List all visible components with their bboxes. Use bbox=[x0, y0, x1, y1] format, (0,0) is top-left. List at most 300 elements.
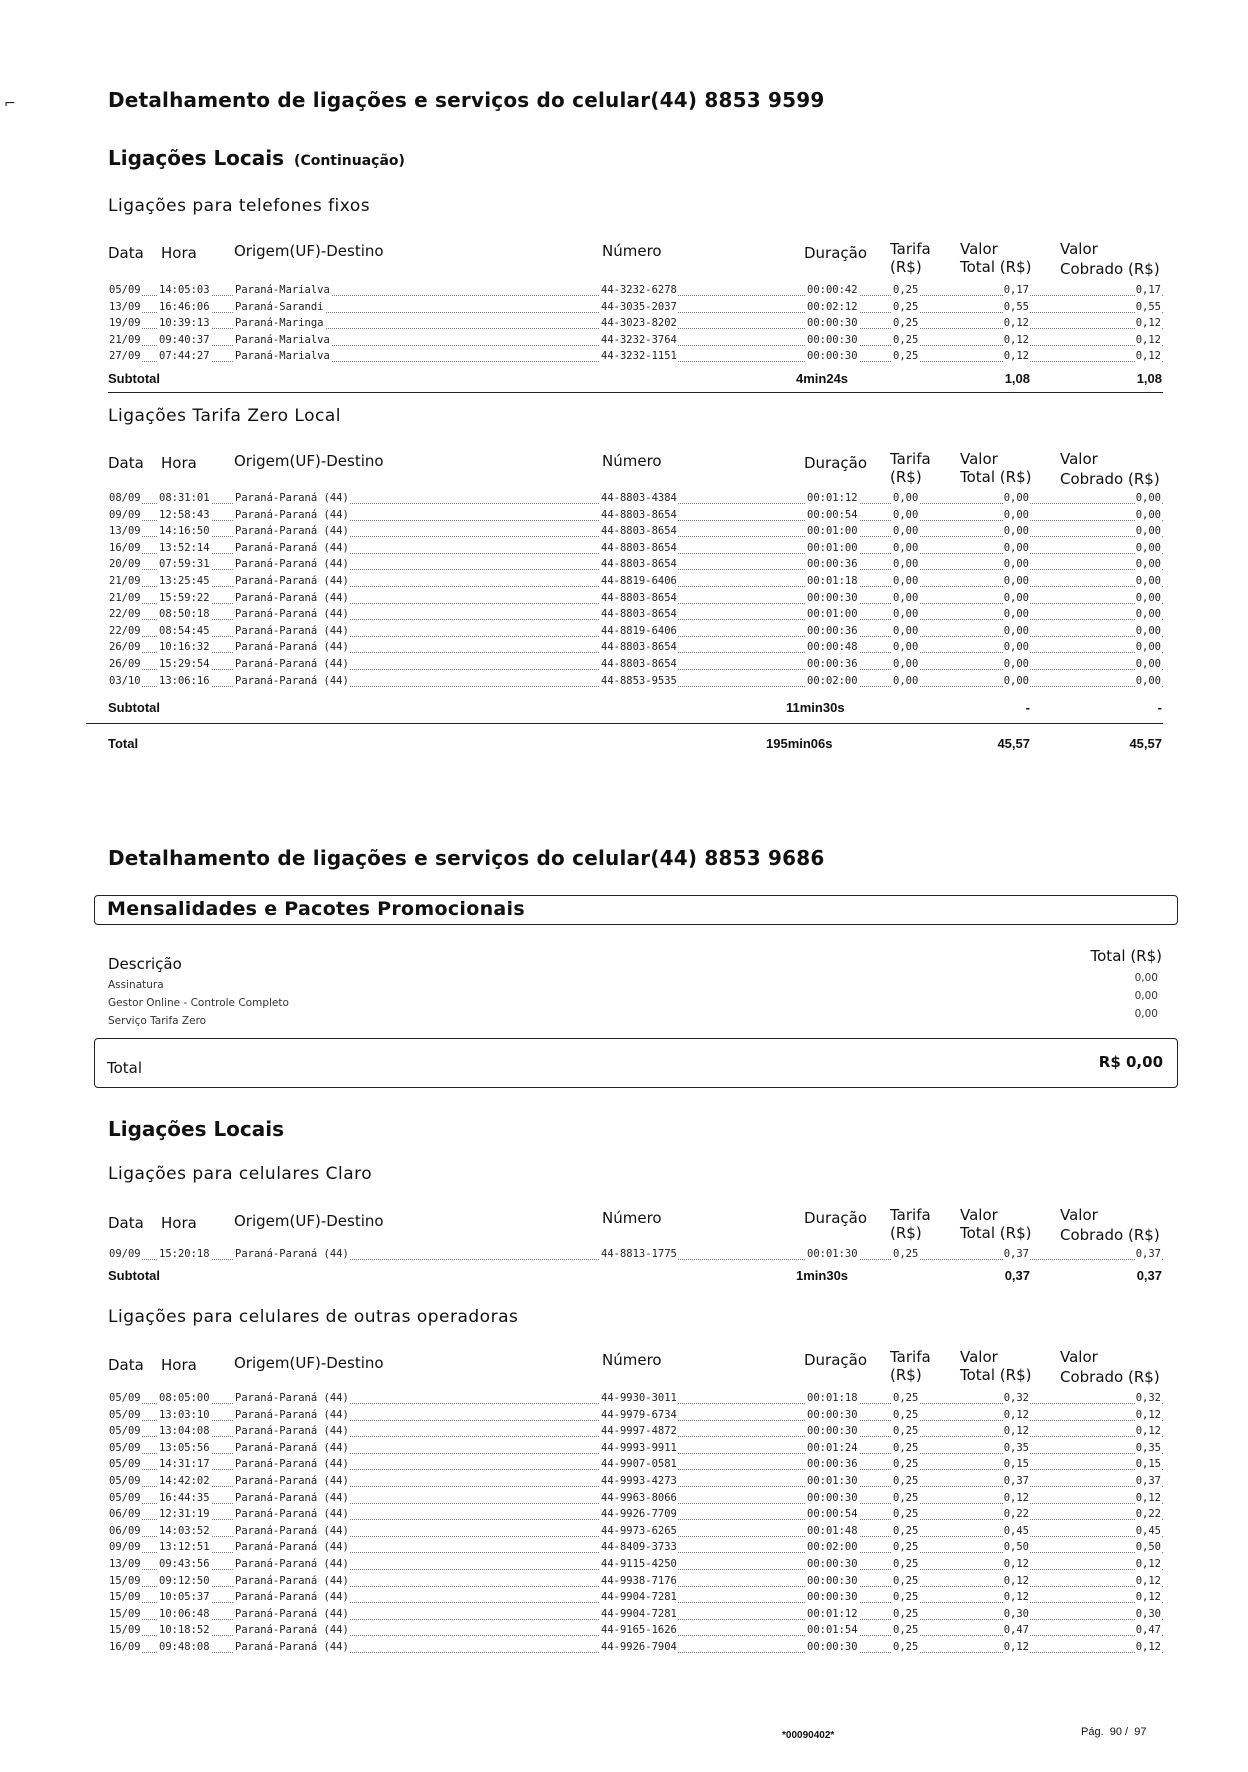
cell-cobrado: 0,37 bbox=[1135, 1248, 1161, 1260]
cell-total: 0,37 bbox=[1003, 1248, 1029, 1260]
col-tarifa-unit: (R$) bbox=[890, 468, 922, 486]
outras-column-headers bbox=[0, 1348, 1248, 1388]
col-origem: Origem(UF)-Destino bbox=[234, 1354, 384, 1372]
cell-hora: 14:16:50 bbox=[159, 525, 210, 538]
table-row bbox=[0, 1541, 1248, 1558]
cell-numero: 44-9938-7176 bbox=[601, 1574, 677, 1587]
cell-cobrado: 0,00 bbox=[1135, 674, 1161, 687]
col-hora: Hora bbox=[161, 1356, 197, 1374]
cell-duracao: 00:00:30 bbox=[807, 1491, 858, 1504]
cell-data: 06/09 bbox=[109, 1524, 141, 1537]
cell-data: 15/09 bbox=[109, 1574, 141, 1587]
cell-cobrado: 0,12 bbox=[1135, 1408, 1161, 1421]
cell-tarifa: 0,25 bbox=[893, 1574, 919, 1587]
table-row bbox=[0, 641, 1248, 658]
cell-numero: 44-8803-8654 bbox=[601, 657, 677, 670]
table-row bbox=[0, 1492, 1248, 1509]
col-valor-cobrado: Valor bbox=[1060, 240, 1098, 258]
cell-origem: Paraná-Paraná (44) bbox=[235, 1248, 349, 1260]
cell-data: 16/09 bbox=[109, 541, 141, 554]
subtotal-duracao: 4min24s bbox=[796, 371, 849, 386]
cell-hora: 08:54:45 bbox=[159, 624, 210, 637]
cell-hora: 14:05:03 bbox=[159, 284, 210, 296]
cell-total: 0,00 bbox=[1003, 624, 1029, 637]
cell-total: 0,00 bbox=[1003, 525, 1029, 538]
table-row bbox=[0, 492, 1248, 509]
col-tarifa: Tarifa bbox=[890, 450, 931, 468]
cell-total: 0,00 bbox=[1003, 508, 1029, 521]
cell-total: 0,00 bbox=[1003, 591, 1029, 604]
cell-numero: 44-9907-0581 bbox=[601, 1458, 677, 1471]
total-value: R$ 0,00 bbox=[1098, 1053, 1163, 1071]
cell-total: 0,47 bbox=[1003, 1624, 1029, 1637]
cell-tarifa: 0,00 bbox=[893, 591, 919, 604]
cell-origem: Paraná-Paraná (44) bbox=[235, 1458, 349, 1471]
cell-cobrado: 0,00 bbox=[1135, 525, 1161, 538]
subtotal-cobrado: 0,37 bbox=[1136, 1268, 1162, 1283]
cell-origem: Paraná-Paraná (44) bbox=[235, 624, 349, 637]
cell-cobrado: 0,22 bbox=[1135, 1508, 1161, 1521]
col-data: Data bbox=[108, 1356, 144, 1374]
cell-tarifa: 0,25 bbox=[893, 1425, 919, 1438]
table-row bbox=[0, 608, 1248, 625]
cell-data: 13/09 bbox=[109, 1557, 141, 1570]
cell-numero: 44-9165-1626 bbox=[601, 1624, 677, 1637]
table-row bbox=[0, 658, 1248, 675]
cell-tarifa: 0,25 bbox=[893, 1508, 919, 1521]
cell-hora: 09:40:37 bbox=[159, 333, 210, 346]
col-valor-cobrado: Valor bbox=[1060, 1348, 1098, 1366]
cell-tarifa: 0,25 bbox=[893, 333, 919, 346]
col-origem: Origem(UF)-Destino bbox=[234, 1212, 384, 1230]
col-duracao: Duração bbox=[804, 454, 868, 472]
cell-origem: Paraná-Paraná (44) bbox=[235, 541, 349, 554]
cell-duracao: 00:00:30 bbox=[807, 1408, 858, 1421]
cell-numero: 44-8819-6406 bbox=[601, 574, 677, 587]
cell-duracao: 00:00:42 bbox=[807, 284, 858, 296]
table-row bbox=[0, 1475, 1248, 1492]
cell-origem: Paraná-Paraná (44) bbox=[235, 574, 349, 587]
col-valor-total: Valor bbox=[960, 1348, 998, 1366]
cell-hora: 13:12:51 bbox=[159, 1541, 210, 1554]
col-valor-total-2: Total (R$) bbox=[960, 1366, 1032, 1384]
total-label: Total bbox=[108, 736, 139, 751]
desc-label: Descrição bbox=[108, 955, 182, 973]
col-origem: Origem(UF)-Destino bbox=[234, 242, 384, 260]
col-valor-cobrado-2: Cobrado (R$) bbox=[1060, 260, 1160, 278]
cell-numero: 44-8813-1775 bbox=[601, 1248, 677, 1260]
col-tarifa-unit: (R$) bbox=[890, 1366, 922, 1384]
cell-tarifa: 0,00 bbox=[893, 508, 919, 521]
cell-cobrado: 0,00 bbox=[1135, 574, 1161, 587]
cell-total: 0,00 bbox=[1003, 657, 1029, 670]
cell-cobrado: 0,00 bbox=[1135, 492, 1161, 504]
cell-tarifa: 0,25 bbox=[893, 350, 919, 363]
cell-numero: 44-8853-9535 bbox=[601, 674, 677, 687]
cell-origem: Paraná-Paraná (44) bbox=[235, 525, 349, 538]
cell-tarifa: 0,00 bbox=[893, 492, 919, 504]
cell-cobrado: 0,00 bbox=[1135, 558, 1161, 571]
subtotal-cobrado: - bbox=[1157, 700, 1162, 715]
cell-tarifa: 0,00 bbox=[893, 541, 919, 554]
cell-cobrado: 0,47 bbox=[1135, 1624, 1161, 1637]
cell-numero: 44-3035-2037 bbox=[601, 300, 677, 313]
cell-duracao: 00:02:00 bbox=[807, 674, 858, 687]
cell-origem: Paraná-Paraná (44) bbox=[235, 657, 349, 670]
cell-tarifa: 0,25 bbox=[893, 1607, 919, 1620]
cell-duracao: 00:00:30 bbox=[807, 1425, 858, 1438]
cell-total: 0,12 bbox=[1003, 1408, 1029, 1421]
cell-data: 20/09 bbox=[109, 558, 141, 571]
cell-origem: Paraná-Paraná (44) bbox=[235, 1557, 349, 1570]
total-value: 45,57 bbox=[997, 736, 1030, 751]
table-row bbox=[0, 1558, 1248, 1575]
cell-hora: 09:43:56 bbox=[159, 1557, 210, 1570]
cell-total: 0,55 bbox=[1003, 300, 1029, 313]
claro-rows bbox=[0, 1248, 1248, 1265]
cell-data: 09/09 bbox=[109, 1248, 141, 1260]
cell-origem: Paraná-Paraná (44) bbox=[235, 1524, 349, 1537]
cell-tarifa: 0,25 bbox=[893, 300, 919, 313]
cell-cobrado: 0,37 bbox=[1135, 1474, 1161, 1487]
table-row bbox=[0, 1624, 1248, 1641]
cell-numero: 44-8819-6406 bbox=[601, 624, 677, 637]
cell-cobrado: 0,12 bbox=[1135, 1591, 1161, 1604]
table-row bbox=[0, 625, 1248, 642]
cell-total: 0,12 bbox=[1003, 1640, 1029, 1653]
col-valor-total-2: Total (R$) bbox=[960, 468, 1032, 486]
cell-cobrado: 0,00 bbox=[1135, 641, 1161, 654]
cell-data: 19/09 bbox=[109, 317, 141, 330]
cell-duracao: 00:01:18 bbox=[807, 1392, 858, 1404]
table-row bbox=[0, 284, 1248, 301]
cell-hora: 10:06:48 bbox=[159, 1607, 210, 1620]
item-valor: 0,00 bbox=[1134, 990, 1158, 1002]
cell-hora: 12:58:43 bbox=[159, 508, 210, 521]
cell-tarifa: 0,25 bbox=[893, 1441, 919, 1454]
cell-total: 0,12 bbox=[1003, 1591, 1029, 1604]
cell-numero: 44-3232-6278 bbox=[601, 284, 677, 296]
subtotal-total: 0,37 bbox=[1004, 1268, 1030, 1283]
table-row bbox=[0, 1641, 1248, 1658]
cell-data: 16/09 bbox=[109, 1640, 141, 1653]
cell-hora: 13:25:45 bbox=[159, 574, 210, 587]
cell-data: 05/09 bbox=[109, 1458, 141, 1471]
zero-title: Ligações Tarifa Zero Local bbox=[108, 406, 341, 426]
cell-origem: Paraná-Marialva bbox=[235, 284, 330, 296]
cell-duracao: 00:00:36 bbox=[807, 1458, 858, 1471]
col-tarifa-unit: (R$) bbox=[890, 258, 922, 276]
cell-duracao: 00:00:36 bbox=[807, 657, 858, 670]
cell-cobrado: 0,55 bbox=[1135, 300, 1161, 313]
cell-origem: Paraná-Marialva bbox=[235, 350, 330, 363]
cell-origem: Paraná-Paraná (44) bbox=[235, 1491, 349, 1504]
section2-group-title: Ligações Locais bbox=[108, 1117, 285, 1141]
continuation-note: (Continuação) bbox=[294, 153, 405, 169]
col-hora: Hora bbox=[161, 454, 197, 472]
table-row bbox=[0, 301, 1248, 318]
claro-title: Ligações para celulares Claro bbox=[108, 1164, 373, 1184]
cell-origem: Paraná-Paraná (44) bbox=[235, 1474, 349, 1487]
subtotal-cobrado: 1,08 bbox=[1136, 371, 1162, 386]
cell-data: 06/09 bbox=[109, 1508, 141, 1521]
zero-column-headers bbox=[0, 452, 1248, 492]
cell-duracao: 00:02:12 bbox=[807, 300, 858, 313]
cell-numero: 44-9993-4273 bbox=[601, 1474, 677, 1487]
cell-tarifa: 0,25 bbox=[893, 1248, 919, 1260]
cell-hora: 13:05:56 bbox=[159, 1441, 210, 1454]
cell-origem: Paraná-Paraná (44) bbox=[235, 1624, 349, 1637]
col-tarifa: Tarifa bbox=[890, 240, 931, 258]
cell-total: 0,17 bbox=[1003, 284, 1029, 296]
cell-origem: Paraná-Paraná (44) bbox=[235, 1541, 349, 1554]
cell-cobrado: 0,32 bbox=[1135, 1392, 1161, 1404]
col-valor-total-2: Total (R$) bbox=[960, 1224, 1032, 1242]
cell-data: 05/09 bbox=[109, 1474, 141, 1487]
cell-total: 0,22 bbox=[1003, 1508, 1029, 1521]
table-row bbox=[0, 575, 1248, 592]
cell-tarifa: 0,00 bbox=[893, 674, 919, 687]
cell-numero: 44-9115-4250 bbox=[601, 1557, 677, 1570]
section2-header: Detalhamento de ligações e serviços do celular(44) 8853 9686 bbox=[108, 846, 825, 870]
cell-numero: 44-8803-8654 bbox=[601, 591, 677, 604]
cell-cobrado: 0,50 bbox=[1135, 1541, 1161, 1554]
cell-tarifa: 0,00 bbox=[893, 624, 919, 637]
col-valor-total: Valor bbox=[960, 450, 998, 468]
cell-numero: 44-9904-7281 bbox=[601, 1591, 677, 1604]
cell-duracao: 00:00:36 bbox=[807, 624, 858, 637]
outras-title: Ligações para celulares de outras operadoras bbox=[108, 1307, 519, 1327]
cell-data: 21/09 bbox=[109, 591, 141, 604]
cell-hora: 07:44:27 bbox=[159, 350, 210, 363]
cell-duracao: 00:01:00 bbox=[807, 608, 858, 621]
cell-total: 0,00 bbox=[1003, 674, 1029, 687]
table-row bbox=[0, 1409, 1248, 1426]
col-valor-total: Valor bbox=[960, 240, 998, 258]
cell-origem: Paraná-Paraná (44) bbox=[235, 1441, 349, 1454]
table-row bbox=[0, 1392, 1248, 1409]
cell-total: 0,00 bbox=[1003, 492, 1029, 504]
cell-origem: Paraná-Sarandi bbox=[235, 300, 324, 313]
cell-tarifa: 0,25 bbox=[893, 284, 919, 296]
cell-numero: 44-9979-6734 bbox=[601, 1408, 677, 1421]
cell-tarifa: 0,25 bbox=[893, 1392, 919, 1404]
table-row bbox=[0, 334, 1248, 351]
cell-duracao: 00:01:18 bbox=[807, 574, 858, 587]
cell-total: 0,12 bbox=[1003, 1491, 1029, 1504]
cell-tarifa: 0,25 bbox=[893, 1557, 919, 1570]
cell-data: 05/09 bbox=[109, 1491, 141, 1504]
cell-total: 0,35 bbox=[1003, 1441, 1029, 1454]
subtotal-label: Subtotal bbox=[108, 371, 160, 386]
cell-origem: Paraná-Paraná (44) bbox=[235, 1425, 349, 1438]
table-row bbox=[0, 1525, 1248, 1542]
cell-hora: 08:50:18 bbox=[159, 608, 210, 621]
cell-hora: 15:59:22 bbox=[159, 591, 210, 604]
table-row bbox=[0, 509, 1248, 526]
cell-origem: Paraná-Paraná (44) bbox=[235, 508, 349, 521]
cell-total: 0,12 bbox=[1003, 333, 1029, 346]
cell-cobrado: 0,00 bbox=[1135, 624, 1161, 637]
col-valor-cobrado-2: Cobrado (R$) bbox=[1060, 470, 1160, 488]
cell-numero: 44-9973-6265 bbox=[601, 1524, 677, 1537]
fixos-rows bbox=[0, 284, 1248, 367]
subtotal-total: 1,08 bbox=[1004, 371, 1030, 386]
table-row bbox=[0, 1442, 1248, 1459]
cell-duracao: 00:00:30 bbox=[807, 1574, 858, 1587]
col-hora: Hora bbox=[161, 1214, 197, 1232]
cell-hora: 15:20:18 bbox=[159, 1248, 210, 1260]
cell-numero: 44-8803-8654 bbox=[601, 541, 677, 554]
item-desc: Gestor Online - Controle Completo bbox=[108, 997, 289, 1009]
cell-tarifa: 0,25 bbox=[893, 1640, 919, 1653]
cell-duracao: 00:01:12 bbox=[807, 492, 858, 504]
cell-origem: Paraná-Paraná (44) bbox=[235, 1640, 349, 1653]
cell-origem: Paraná-Paraná (44) bbox=[235, 674, 349, 687]
cell-numero: 44-9926-7904 bbox=[601, 1640, 677, 1653]
item-desc: Serviço Tarifa Zero bbox=[108, 1015, 207, 1027]
cell-tarifa: 0,25 bbox=[893, 1458, 919, 1471]
cell-hora: 13:04:08 bbox=[159, 1425, 210, 1438]
col-numero: Número bbox=[602, 242, 662, 260]
col-data: Data bbox=[108, 1214, 144, 1232]
cell-origem: Paraná-Paraná (44) bbox=[235, 1508, 349, 1521]
cell-hora: 08:31:01 bbox=[159, 492, 210, 504]
cell-origem: Paraná-Paraná (44) bbox=[235, 608, 349, 621]
zero-rows bbox=[0, 492, 1248, 691]
col-numero: Número bbox=[602, 452, 662, 470]
cell-cobrado: 0,35 bbox=[1135, 1441, 1161, 1454]
section1-group-title: Ligações Locais (Continuação) bbox=[108, 146, 405, 170]
cell-numero: 44-3232-1151 bbox=[601, 350, 677, 363]
cell-numero: 44-8803-8654 bbox=[601, 608, 677, 621]
cell-cobrado: 0,12 bbox=[1135, 1557, 1161, 1570]
cell-numero: 44-8409-3733 bbox=[601, 1541, 677, 1554]
item-valor: 0,00 bbox=[1134, 972, 1158, 984]
cell-data: 22/09 bbox=[109, 624, 141, 637]
cell-total: 0,45 bbox=[1003, 1524, 1029, 1537]
cell-cobrado: 0,45 bbox=[1135, 1524, 1161, 1537]
cell-cobrado: 0,12 bbox=[1135, 1640, 1161, 1653]
col-data: Data bbox=[108, 454, 144, 472]
cell-duracao: 00:00:48 bbox=[807, 641, 858, 654]
col-tarifa-unit: (R$) bbox=[890, 1224, 922, 1242]
table-row bbox=[0, 1575, 1248, 1592]
cell-tarifa: 0,25 bbox=[893, 1624, 919, 1637]
cell-total: 0,00 bbox=[1003, 541, 1029, 554]
cell-data: 15/09 bbox=[109, 1607, 141, 1620]
cell-total: 0,12 bbox=[1003, 1425, 1029, 1438]
cell-tarifa: 0,00 bbox=[893, 558, 919, 571]
cell-tarifa: 0,00 bbox=[893, 574, 919, 587]
col-valor-cobrado-2: Cobrado (R$) bbox=[1060, 1226, 1160, 1244]
cell-numero: 44-9963-8066 bbox=[601, 1491, 677, 1504]
subtotal-duracao: 11min30s bbox=[786, 700, 845, 715]
col-tarifa: Tarifa bbox=[890, 1206, 931, 1224]
cell-data: 26/09 bbox=[109, 657, 141, 670]
item-valor: 0,00 bbox=[1134, 1008, 1158, 1020]
cell-numero: 44-8803-8654 bbox=[601, 558, 677, 571]
cell-data: 13/09 bbox=[109, 525, 141, 538]
cell-data: 27/09 bbox=[109, 350, 141, 363]
col-valor-cobrado: Valor bbox=[1060, 450, 1098, 468]
cell-origem: Paraná-Paraná (44) bbox=[235, 558, 349, 571]
cell-cobrado: 0,17 bbox=[1135, 284, 1161, 296]
cell-data: 05/09 bbox=[109, 1425, 141, 1438]
barcode-number: *00090402* bbox=[782, 1730, 835, 1741]
cell-numero: 44-9930-3011 bbox=[601, 1392, 677, 1404]
col-duracao: Duração bbox=[804, 1209, 868, 1227]
cell-cobrado: 0,30 bbox=[1135, 1607, 1161, 1620]
cell-duracao: 00:01:30 bbox=[807, 1248, 858, 1260]
cell-numero: 44-9993-9911 bbox=[601, 1441, 677, 1454]
cell-numero: 44-8803-4384 bbox=[601, 492, 677, 504]
cell-cobrado: 0,00 bbox=[1135, 541, 1161, 554]
cell-cobrado: 0,15 bbox=[1135, 1458, 1161, 1471]
table-row bbox=[0, 675, 1248, 692]
table-row bbox=[0, 350, 1248, 367]
cell-total: 0,12 bbox=[1003, 350, 1029, 363]
cell-data: 26/09 bbox=[109, 641, 141, 654]
cell-hora: 10:18:52 bbox=[159, 1624, 210, 1637]
cell-tarifa: 0,00 bbox=[893, 657, 919, 670]
col-duracao: Duração bbox=[804, 1351, 868, 1369]
cell-origem: Paraná-Paraná (44) bbox=[235, 492, 349, 504]
table-row bbox=[0, 317, 1248, 334]
cell-hora: 13:52:14 bbox=[159, 541, 210, 554]
cell-duracao: 00:01:12 bbox=[807, 1607, 858, 1620]
cell-tarifa: 0,25 bbox=[893, 1474, 919, 1487]
col-valor-total-2: Total (R$) bbox=[960, 258, 1032, 276]
cell-origem: Paraná-Paraná (44) bbox=[235, 1607, 349, 1620]
cell-origem: Paraná-Marialva bbox=[235, 333, 330, 346]
cell-numero: 44-8803-8654 bbox=[601, 641, 677, 654]
cell-origem: Paraná-Paraná (44) bbox=[235, 1392, 349, 1404]
cell-origem: Paraná-Paraná (44) bbox=[235, 1408, 349, 1421]
cell-duracao: 00:02:00 bbox=[807, 1541, 858, 1554]
cell-duracao: 00:00:54 bbox=[807, 1508, 858, 1521]
subtotal-label: Subtotal bbox=[108, 700, 160, 715]
cell-numero: 44-3232-3764 bbox=[601, 333, 677, 346]
cell-numero: 44-9926-7709 bbox=[601, 1508, 677, 1521]
cell-data: 05/09 bbox=[109, 1392, 141, 1404]
cell-tarifa: 0,25 bbox=[893, 1591, 919, 1604]
cell-hora: 14:42:02 bbox=[159, 1474, 210, 1487]
page-number: Pág. 90 / 97 bbox=[1081, 1726, 1147, 1738]
cell-duracao: 00:01:00 bbox=[807, 525, 858, 538]
cell-total: 0,12 bbox=[1003, 1574, 1029, 1587]
cell-cobrado: 0,12 bbox=[1135, 350, 1161, 363]
cell-data: 09/09 bbox=[109, 1541, 141, 1554]
cell-cobrado: 0,12 bbox=[1135, 1491, 1161, 1504]
total-rs-label: Total (R$) bbox=[1090, 947, 1162, 965]
cell-data: 22/09 bbox=[109, 608, 141, 621]
table-row bbox=[0, 1591, 1248, 1608]
cell-numero: 44-8803-8654 bbox=[601, 525, 677, 538]
cell-hora: 08:05:00 bbox=[159, 1392, 210, 1404]
cell-duracao: 00:00:30 bbox=[807, 1591, 858, 1604]
cell-total: 0,50 bbox=[1003, 1541, 1029, 1554]
cell-hora: 10:39:13 bbox=[159, 317, 210, 330]
cell-total: 0,12 bbox=[1003, 317, 1029, 330]
cell-hora: 13:03:10 bbox=[159, 1408, 210, 1421]
cell-duracao: 00:00:30 bbox=[807, 1640, 858, 1653]
cell-hora: 13:06:16 bbox=[159, 674, 210, 687]
cell-duracao: 00:01:48 bbox=[807, 1524, 858, 1537]
cell-cobrado: 0,00 bbox=[1135, 508, 1161, 521]
cell-data: 03/10 bbox=[109, 674, 141, 687]
fixos-column-headers bbox=[0, 242, 1248, 282]
